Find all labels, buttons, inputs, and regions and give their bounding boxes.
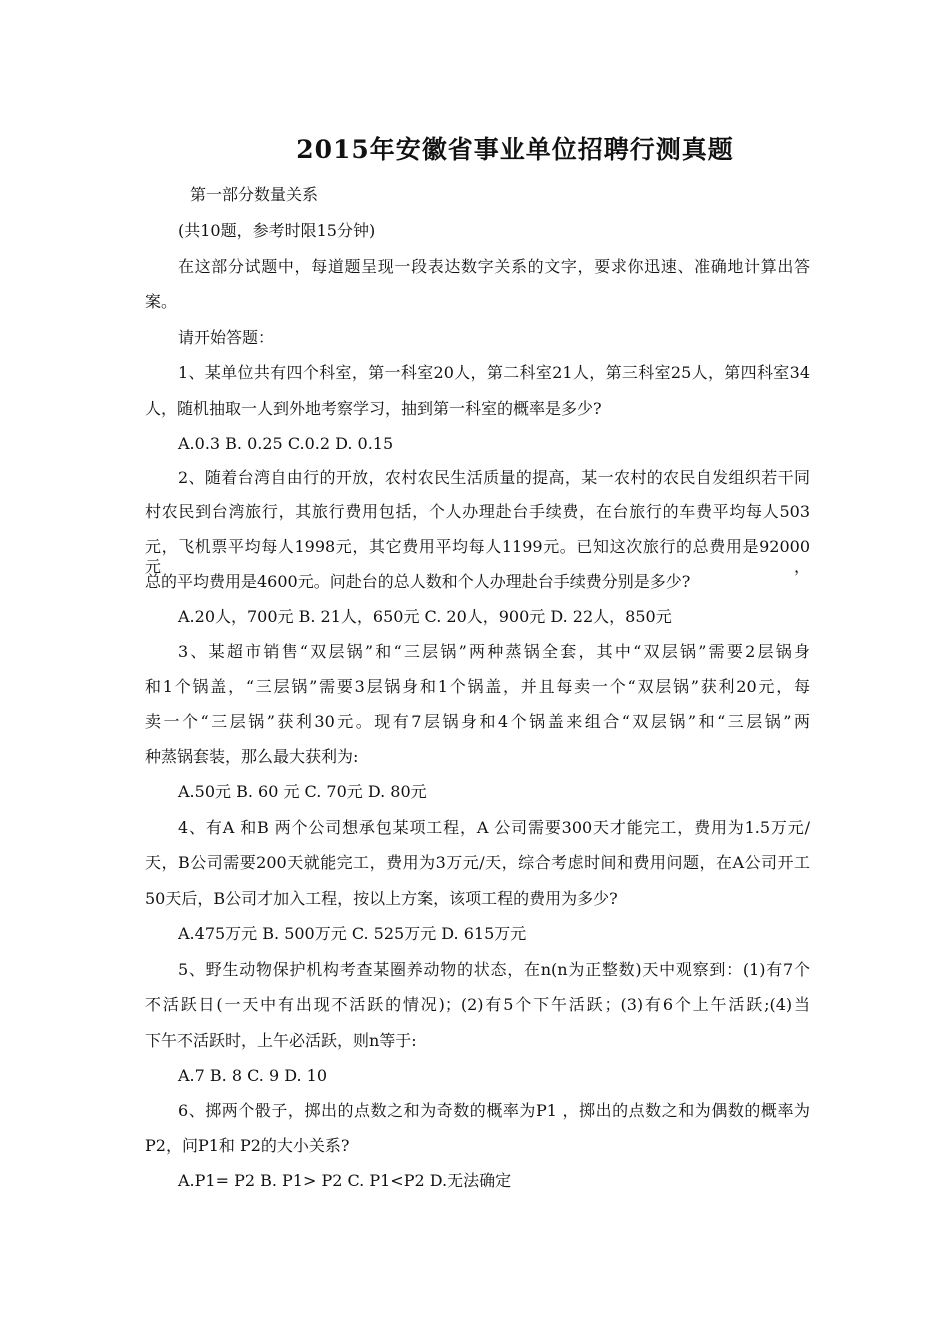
- intro-line: 在这部分试题中，每道题呈现一段表达数字关系的文字，要求你迅速、准确地计算出答: [178, 257, 810, 276]
- question-4-text: 4、有A 和B 两个公司想承包某项工程，A 公司需要300天才能完工，费用为1.5万元/: [178, 818, 810, 837]
- page-title: 2015年安徽省事业单位招聘行测真题: [296, 135, 734, 164]
- question-4-options: A.475万元 B. 500万元 C. 525万元 D. 615万元: [178, 924, 527, 943]
- question-1-options: A.0.3 B. 0.25 C.0.2 D. 0.15: [178, 434, 394, 453]
- question-1-text: 1、某单位共有四个科室，第一科室20人，第二科室21人，第三科室25人，第四科室34: [178, 363, 810, 382]
- section-heading: 第一部分数量关系: [190, 185, 319, 204]
- question-2-options: A.20人，700元 B. 21人，650元 C. 20人，900元 D. 22人，850元: [178, 607, 672, 626]
- question-3-text: 种蒸锅套装，那么最大获利为:: [145, 747, 359, 766]
- question-3-text: 3、某超市销售“双层锅”和“三层锅”两种蒸锅全套，其中“双层锅”需要2层锅身: [178, 642, 810, 661]
- question-4-text: 天，B公司需要200天就能完工，费用为3万元/天，综合考虑时间和费用问题，在A公司开工: [145, 853, 810, 872]
- question-1-text: 人，随机抽取一人到外地考察学习，抽到第一科室的概率是多少?: [145, 399, 602, 418]
- question-4-text: 50天后，B公司才加入工程，按以上方案，该项工程的费用为多少?: [145, 889, 618, 908]
- question-2-text: 总的平均费用是4600元。问赴台的总人数和个人办理赴台手续费分别是多少?: [145, 572, 691, 591]
- question-3-options: A.50元 B. 60 元 C. 70元 D. 80元: [178, 782, 427, 801]
- question-2-text: 元，飞机票平均每人1998元，其它费用平均每人1199元。已知这次旅行的总费用是92000元，: [145, 537, 810, 576]
- question-3-text: 和1个锅盖，“三层锅”需要3层锅身和1个锅盖，并且每卖一个“双层锅”获利20元，每: [145, 677, 810, 696]
- question-2-text: 2、随着台湾自由行的开放，农村农民生活质量的提高，某一农村的农民自发组织若干同: [178, 468, 810, 487]
- question-6-text: P2，问P1和 P2的大小关系?: [145, 1136, 350, 1155]
- question-6-text: 6、掷两个骰子，掷出的点数之和为奇数的概率为P1 ，掷出的点数之和为偶数的概率为: [178, 1101, 810, 1120]
- start-prompt: 请开始答题：: [178, 328, 275, 347]
- question-3-text: 卖一个“三层锅”获利30元。现有7层锅身和4个锅盖来组合“双层锅”和“三层锅”两: [145, 712, 810, 731]
- intro-line: 案。: [145, 292, 178, 311]
- section-note: (共10题，参考时限15分钟): [178, 221, 376, 240]
- question-5-text: 不活跃日(一天中有出现不活跃的情况)；(2)有5个下午活跃；(3)有6个上午活跃;(4)当: [145, 995, 810, 1014]
- question-2-text: 村农民到台湾旅行，其旅行费用包括，个人办理赴台手续费，在台旅行的车费平均每人503: [145, 502, 810, 521]
- question-5-text: 5、野生动物保护机构考查某圈养动物的状态，在n(n为正整数)天中观察到：(1)有7个: [178, 960, 810, 979]
- question-5-options: A.7 B. 8 C. 9 D. 10: [178, 1066, 327, 1085]
- question-6-options: A.P1= P2 B. P1> P2 C. P1<P2 D.无法确定: [178, 1171, 512, 1190]
- question-5-text: 下午不活跃时，上午必活跃，则n等于:: [145, 1031, 417, 1050]
